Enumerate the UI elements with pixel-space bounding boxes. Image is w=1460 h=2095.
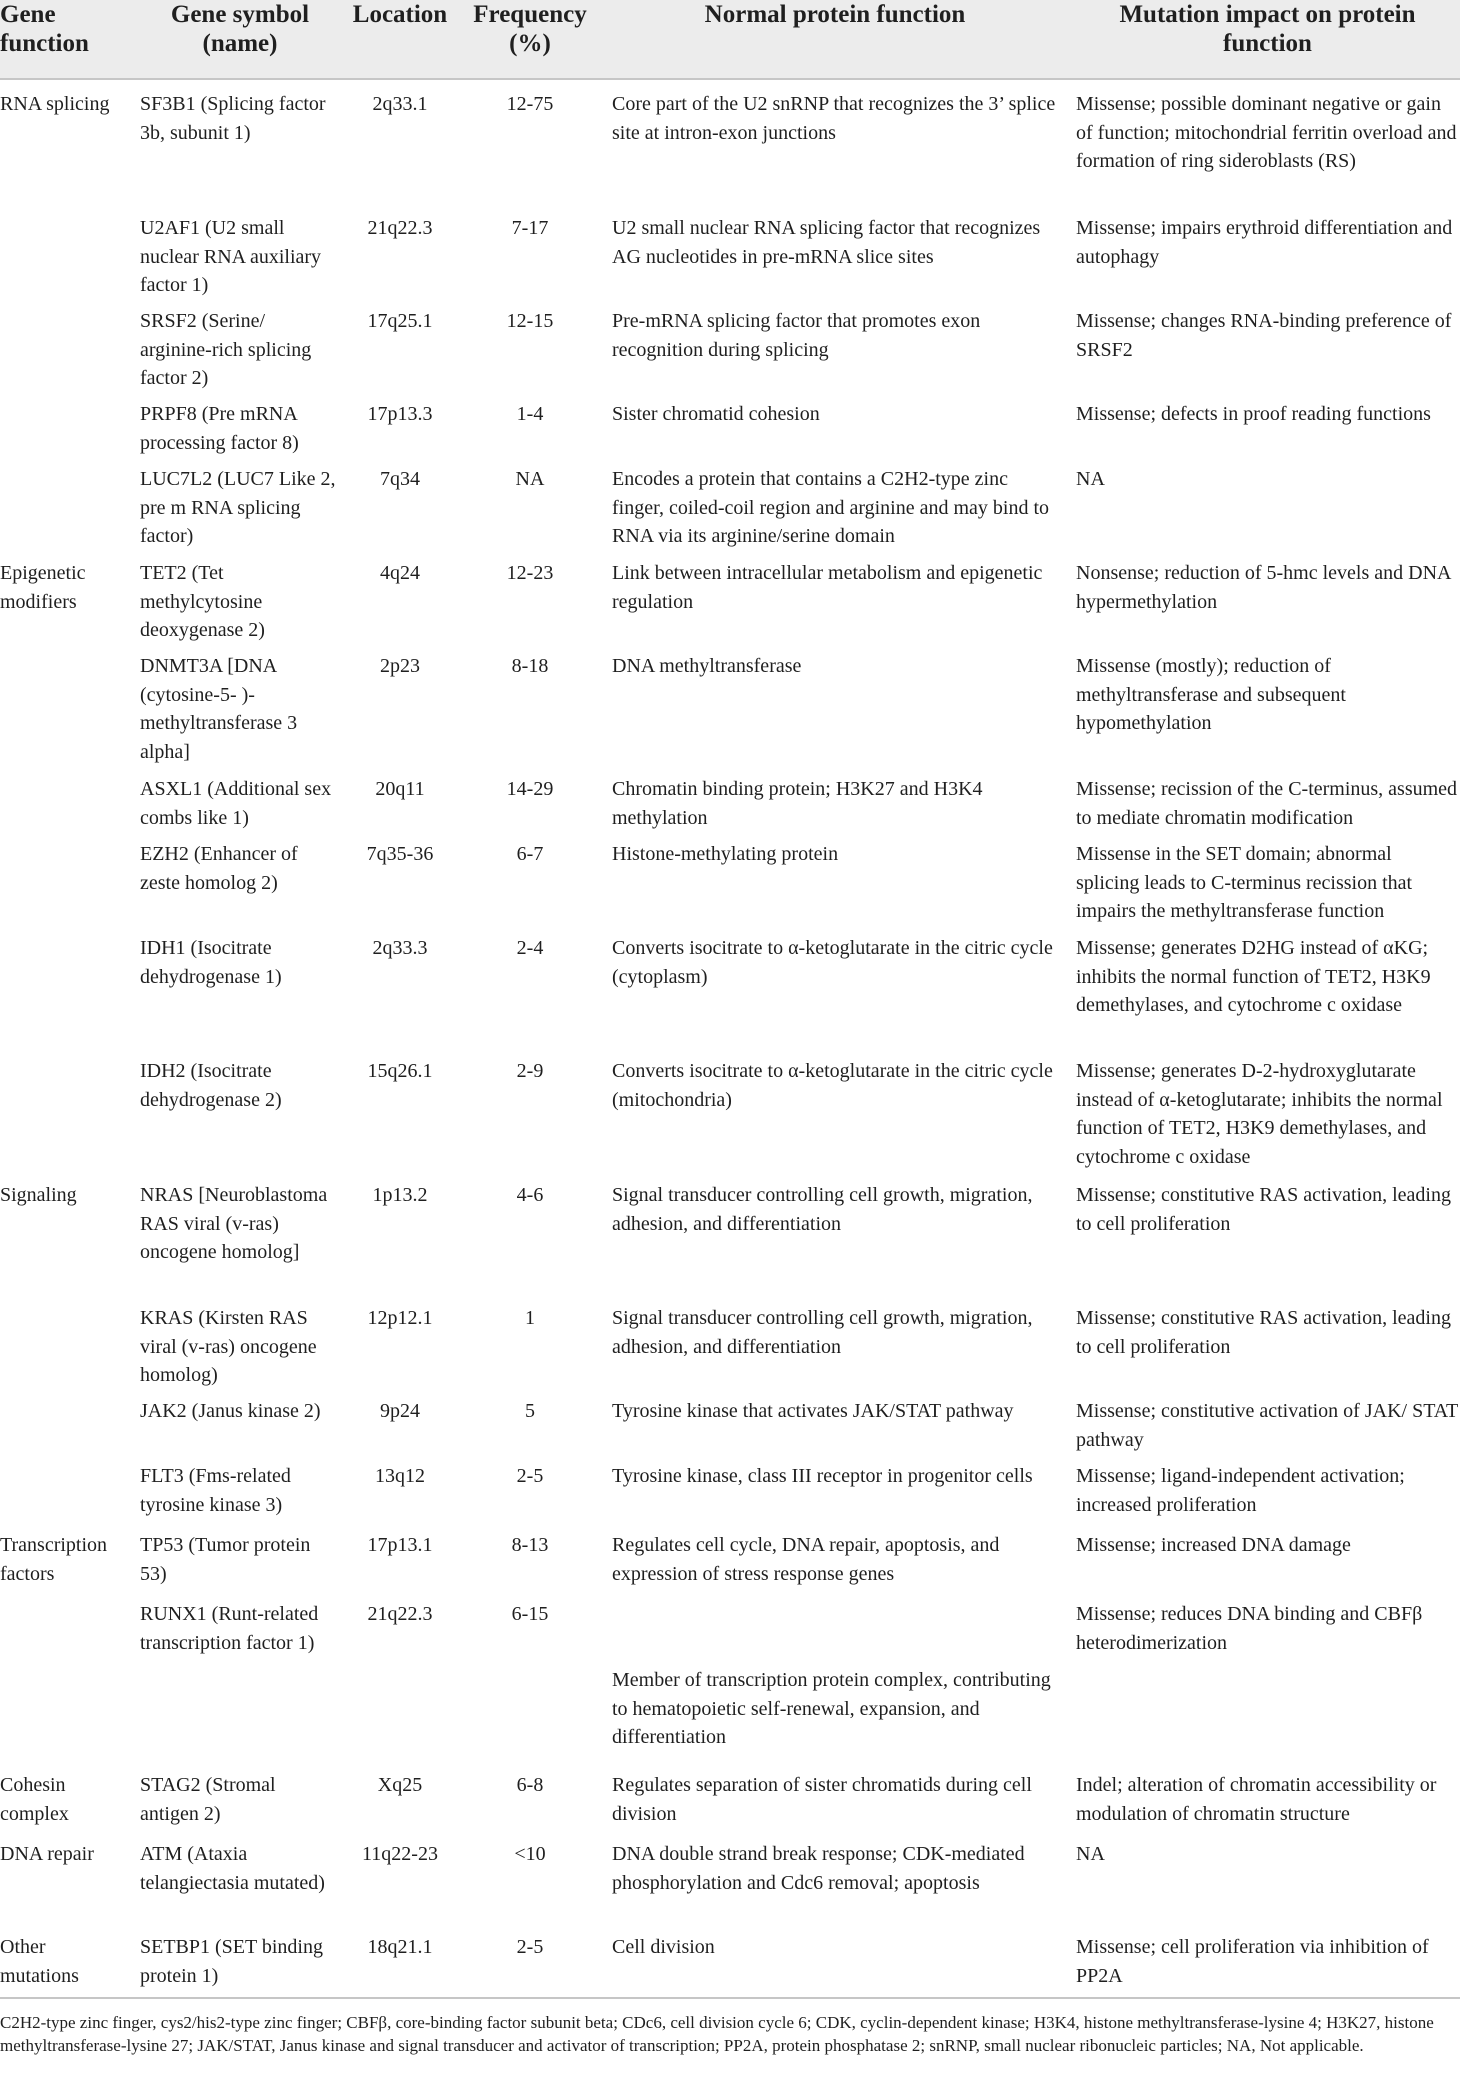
- cell-location: 21q22.3: [367, 217, 433, 239]
- cell-impact: Nonsense; reduction of 5-hmc levels and DNA hypermethylation: [1076, 562, 1451, 613]
- cell-frequency: 2-4: [516, 937, 544, 959]
- cell-symbol: LUC7L2 (LUC7 Like 2, pre m RNA splicing factor): [140, 468, 336, 547]
- cell-location: 17p13.1: [367, 1534, 433, 1556]
- cell-symbol: SETBP1 (SET binding protein 1): [140, 1936, 323, 1987]
- cell-symbol: RUNX1 (Runt-related transcription factor 1): [140, 1603, 319, 1654]
- cell-normal: Regulates cell cycle, DNA repair, apoptosis, and expression of stress response genes: [612, 1534, 1000, 1585]
- cell-normal: Regulates separation of sister chromatids during cell division: [612, 1774, 1032, 1825]
- cell-symbol: EZH2 (Enhancer of zeste homolog 2): [140, 843, 298, 894]
- cell-normal: DNA double strand break response; CDK-mediated phosphorylation and Cdc6 removal; apoptosis: [612, 1843, 1025, 1894]
- cell-frequency: 5: [525, 1400, 535, 1422]
- cell-frequency: 12-23: [506, 562, 554, 584]
- cell-symbol: STAG2 (Stromal antigen 2): [140, 1774, 276, 1825]
- cell-normal: Chromatin binding protein; H3K27 and H3K4 methylation: [612, 778, 983, 829]
- table-header: [0, 0, 1460, 78]
- cell-frequency: 2-5: [516, 1936, 544, 1958]
- cell-symbol: IDH1 (Isocitrate dehydrogenase 1): [140, 937, 282, 988]
- cell-impact: Missense; constitutive RAS activation, leading to cell proliferation: [1076, 1184, 1451, 1235]
- cell-impact: Missense; defects in proof reading functions: [1076, 403, 1431, 425]
- cell-location: 7q35-36: [366, 843, 434, 865]
- cell-impact: Missense; generates D2HG instead of αKG; inhibits the normal function of TET2, H3K9 demethylases, and cytochrome c oxidase: [1076, 937, 1431, 1016]
- cell-normal: Signal transducer controlling cell growth, migration, adhesion, and differentiation: [612, 1184, 1033, 1235]
- cell-impact: Indel; alteration of chromatin accessibility or modulation of chromatin structure: [1076, 1774, 1437, 1825]
- cell-normal: Core part of the U2 snRNP that recognizes the 3’ splice site at intron-exon junctions: [612, 93, 1056, 144]
- footer-rule: [0, 1997, 1460, 1999]
- cell-frequency: 7-17: [511, 217, 549, 239]
- cell-frequency: 4-6: [516, 1184, 544, 1206]
- cell-impact: Missense; recission of the C-terminus, assumed to mediate chromatin modification: [1076, 778, 1458, 829]
- cell-normal: Tyrosine kinase that activates JAK/STAT pathway: [612, 1400, 1014, 1422]
- cell-normal: Member of transcription protein complex, contributing to hematopoietic self-renewal, expansion, and differentiation: [612, 1669, 1051, 1748]
- cell-location: 18q21.1: [367, 1936, 433, 1958]
- cell-frequency: 12-75: [506, 93, 554, 115]
- header-normal-function: Normal protein function: [704, 1, 966, 28]
- group-label: Transcription factors: [0, 1534, 108, 1585]
- header-frequency: Frequency (%): [473, 1, 587, 57]
- cell-location: 17p13.3: [367, 403, 433, 425]
- cell-symbol: FLT3 (Fms-related tyrosine kinase 3): [140, 1465, 291, 1516]
- cell-frequency: 6-7: [516, 843, 544, 865]
- cell-location: 15q26.1: [367, 1060, 433, 1082]
- cell-symbol: PRPF8 (Pre mRNA processing factor 8): [140, 403, 299, 454]
- group-label: Epigenetic modifiers: [0, 562, 86, 613]
- cell-frequency: 2-5: [516, 1465, 544, 1487]
- cell-impact: Missense; changes RNA-binding preference of SRSF2: [1076, 310, 1452, 361]
- group-label: Other mutations: [0, 1936, 79, 1987]
- group-label: RNA splicing: [0, 93, 110, 115]
- cell-frequency: 8-18: [511, 655, 549, 677]
- cell-symbol: SRSF2 (Serine/ arginine-rich splicing factor 2): [140, 310, 312, 389]
- cell-impact: Missense; constitutive activation of JAK/ STAT pathway: [1076, 1400, 1458, 1451]
- cell-location: 7q34: [380, 468, 420, 490]
- cell-frequency: 6-8: [516, 1774, 544, 1796]
- cell-impact: Missense; increased DNA damage: [1076, 1534, 1351, 1556]
- cell-frequency: 14-29: [506, 778, 554, 800]
- cell-impact: Missense; ligand-independent activation; increased proliferation: [1076, 1465, 1405, 1516]
- cell-normal: Tyrosine kinase, class III receptor in progenitor cells: [612, 1465, 1033, 1487]
- cell-impact: NA: [1076, 1843, 1105, 1865]
- cell-frequency: 2-9: [516, 1060, 544, 1082]
- cell-symbol: ATM (Ataxia telangiectasia mutated): [140, 1843, 325, 1894]
- cell-symbol: TP53 (Tumor protein 53): [140, 1534, 311, 1585]
- cell-impact: Missense; constitutive RAS activation, leading to cell proliferation: [1076, 1307, 1451, 1358]
- cell-symbol: ASXL1 (Additional sex combs like 1): [140, 778, 332, 829]
- cell-location: 1p13.2: [372, 1184, 428, 1206]
- cell-location: 17q25.1: [367, 310, 433, 332]
- cell-normal: Converts isocitrate to α-ketoglutarate in the citric cycle (mitochondria): [612, 1060, 1053, 1111]
- cell-location: 2p23: [380, 655, 420, 677]
- cell-frequency: 8-13: [511, 1534, 549, 1556]
- cell-impact: NA: [1076, 468, 1105, 490]
- cell-normal: Encodes a protein that contains a C2H2-type zinc finger, coiled-coil region and arginine and may bind to RNA via its arginine/serine domain: [612, 468, 1050, 547]
- cell-normal: Sister chromatid cohesion: [612, 403, 820, 425]
- cell-symbol: DNMT3A [DNA (cytosine-5- )-methyltransferase 3 alpha]: [140, 655, 298, 763]
- cell-normal: U2 small nuclear RNA splicing factor that recognizes AG nucleotides in pre-mRNA slice sites: [612, 217, 1041, 268]
- cell-symbol: JAK2 (Janus kinase 2): [140, 1400, 321, 1422]
- cell-location: Xq25: [377, 1774, 423, 1796]
- header-gene-function: Gene function: [0, 1, 89, 57]
- cell-location: 2q33.1: [372, 93, 428, 115]
- cell-location: 20q11: [375, 778, 425, 800]
- cell-impact: Missense (mostly); reduction of methyltransferase and subsequent hypomethylation: [1076, 655, 1346, 734]
- group-label: DNA repair: [0, 1843, 94, 1865]
- cell-frequency: 6-15: [511, 1603, 549, 1625]
- cell-symbol: KRAS (Kirsten RAS viral (v-ras) oncogene homolog): [140, 1307, 317, 1386]
- footnote: C2H2-type zinc finger, cys2/his2-type zinc finger; CBFβ, core-binding factor subunit beta; CDc6, cell division cycle 6; CDK, cyclin-dependent kinase; H3K4, histone methyltransferase-lysine 4; H3K27, histone methyltransferase-lysine 27; JAK/STAT, Janus kinase and signal transducer and activator of transcription; PP2A, protein phosphatase 2; snRNP, small nuclear ribonucleic particles; NA, Not applicable.: [0, 2013, 1434, 2055]
- cell-impact: Missense; possible dominant negative or gain of function; mitochondrial ferritin overload and formation of ring sideroblasts (RS): [1076, 93, 1457, 172]
- header-location: Location: [352, 1, 448, 28]
- cell-location: 13q12: [375, 1465, 425, 1487]
- cell-location: 11q22-23: [362, 1843, 438, 1865]
- cell-frequency: 12-15: [506, 310, 554, 332]
- cell-symbol: NRAS [Neuroblastoma RAS viral (v-ras) oncogene homolog]: [140, 1184, 328, 1263]
- cell-normal: Signal transducer controlling cell growth, migration, adhesion, and differentiation: [612, 1307, 1033, 1358]
- cell-location: 12p12.1: [367, 1307, 433, 1329]
- header-rule: [0, 78, 1460, 80]
- cell-symbol: U2AF1 (U2 small nuclear RNA auxiliary factor 1): [140, 217, 322, 296]
- cell-impact: Missense; cell proliferation via inhibition of PP2A: [1076, 1936, 1429, 1987]
- cell-symbol: TET2 (Tet methylcytosine deoxygenase 2): [140, 562, 265, 641]
- cell-normal: Cell division: [612, 1936, 715, 1958]
- cell-impact: Missense; reduces DNA binding and CBFβ heterodimerization: [1076, 1603, 1423, 1654]
- cell-symbol: IDH2 (Isocitrate dehydrogenase 2): [140, 1060, 282, 1111]
- cell-location: 2q33.3: [372, 937, 428, 959]
- cell-location: 9p24: [380, 1400, 420, 1422]
- cell-normal: DNA methyltransferase: [612, 655, 802, 677]
- cell-frequency: 1: [525, 1307, 535, 1329]
- cell-impact: Missense; impairs erythroid differentiation and autophagy: [1076, 217, 1453, 268]
- cell-location: 4q24: [380, 562, 420, 584]
- cell-normal: Converts isocitrate to α-ketoglutarate in the citric cycle (cytoplasm): [612, 937, 1053, 988]
- cell-location: 21q22.3: [367, 1603, 433, 1625]
- group-label: Cohesin complex: [0, 1774, 69, 1825]
- cell-impact: Missense in the SET domain; abnormal splicing leads to C-terminus recission that impairs the methyltransferase function: [1076, 843, 1413, 922]
- cell-normal: Histone-methylating protein: [612, 843, 839, 865]
- header-gene-symbol: Gene symbol (name): [170, 1, 310, 57]
- cell-symbol: SF3B1 (Splicing factor 3b, subunit 1): [140, 93, 326, 144]
- cell-normal: Pre-mRNA splicing factor that promotes exon recognition during splicing: [612, 310, 981, 361]
- cell-impact: Missense; generates D-2-hydroxyglutarate instead of α-ketoglutarate; inhibits the normal function of TET2, H3K9 demethylases, and cytochrome c oxidase: [1076, 1060, 1443, 1168]
- cell-frequency: NA: [515, 468, 545, 490]
- group-label: Signaling: [0, 1184, 77, 1206]
- cell-normal: Link between intracellular metabolism and epigenetic regulation: [612, 562, 1043, 613]
- cell-frequency: <10: [514, 1843, 546, 1865]
- header-mutation-impact: Mutation impact on protein function: [1119, 1, 1416, 57]
- cell-frequency: 1-4: [516, 403, 544, 425]
